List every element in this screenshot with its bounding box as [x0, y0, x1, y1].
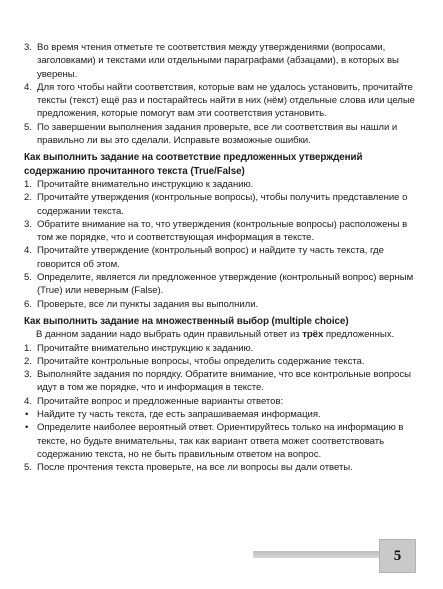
list-item	[24, 218, 422, 245]
bullet-icon: •	[25, 422, 29, 434]
list-number: 3.	[24, 369, 32, 381]
list-number: 3.	[24, 42, 32, 53]
list-item	[24, 121, 422, 148]
list-number: 1.	[24, 342, 32, 354]
list-item-text: Обратите внимание на то, что утверждения (контрольные вопросы) расположены в том же порядке, что и соответствующая информация в тексте.	[37, 218, 408, 244]
true-false-heading: Как выполнить задание на соответствие предложенных утверждений содержанию прочитанного текста (True/False)	[24, 152, 363, 177]
list-item-text: Прочитайте внимательно инструкцию к заданию.	[37, 178, 254, 190]
list-item-text: Прочитайте утверждение (контрольный вопрос) и найдите ту часть текста, где говорится об этом.	[37, 245, 384, 270]
list-item-text: Прочитайте вопрос и предложенные варианты ответов:	[37, 395, 284, 407]
true-false-steps-list	[24, 178, 422, 311]
list-item-text: Определите, является ли предложенное утверждение (контрольный вопрос) верным (True) или неверным (False).	[37, 272, 414, 297]
list-number: 1.	[24, 178, 32, 190]
bullet-icon: •	[25, 409, 29, 421]
intro-text-end: предложенных.	[323, 329, 395, 341]
multiple-choice-final-step	[24, 461, 422, 474]
list-item-text: Прочитайте утверждения (контрольные вопросы), чтобы получить представление о содержании текста.	[37, 192, 408, 217]
list-item	[24, 271, 422, 298]
bullet-item	[24, 421, 422, 461]
list-item-text: Выполняйте задания по порядку. Обратите внимание, что все контрольные вопросы идут в том же порядке, что и информация в тексте.	[37, 369, 411, 394]
matching-steps-list	[24, 41, 422, 147]
list-item	[24, 355, 422, 368]
multiple-choice-intro	[24, 328, 422, 341]
multiple-choice-steps-list	[24, 342, 422, 408]
list-item	[24, 461, 422, 474]
multiple-choice-heading: Как выполнить задание на множественный выбор (multiple choice)	[24, 315, 349, 327]
page-content	[24, 41, 422, 475]
intro-text: В данном задании надо выбрать один правильный ответ из	[36, 329, 303, 341]
list-item-text: Прочитайте контрольные вопросы, чтобы определить содержание текста.	[37, 355, 365, 367]
list-item-text: Проверьте, все ли пункты задания вы выполнили.	[37, 298, 259, 310]
bullet-text: Определите наиболее вероятный ответ. Ориентируйтесь только на информацию в тексте, но будьте внимательны, так как вариант ответа может соответствовать содержанию текста, но не быть правильным ответом на вопрос.	[37, 422, 404, 460]
list-number: 4.	[24, 81, 32, 93]
bullet-text: Найдите ту часть текста, где есть запрашиваемая информация.	[37, 409, 321, 421]
page-number: 5	[393, 548, 402, 564]
list-item	[24, 395, 422, 408]
list-number: 4.	[24, 245, 32, 257]
bullet-item	[24, 408, 422, 421]
list-item-text: После прочтения текста проверьте, на все ли вопросы вы дали ответы.	[37, 462, 353, 474]
list-item	[24, 298, 422, 311]
list-number: 2.	[24, 355, 32, 367]
list-number: 2.	[24, 192, 32, 204]
list-item	[24, 244, 422, 271]
list-item-text: Для того чтобы найти соответствия, которые вам не удалось установить, прочитайте тексты (текст) ещё раз и постарайтесь найти в них (нём) отдельные слова или целые предложения, которые помогут вам эти соответствия установить.	[37, 81, 415, 120]
list-item-text: По завершении выполнения задания проверьте, все ли соответствия вы нашли и правильно ли вы это сделали. Исправьте возможные ошибки.	[37, 121, 398, 147]
list-item	[24, 178, 422, 191]
list-number: 5.	[24, 462, 32, 474]
list-number: 4.	[24, 395, 32, 407]
list-number: 6.	[24, 298, 32, 310]
footer-decorative-bar	[253, 551, 389, 558]
intro-emphasis: трёх	[302, 329, 324, 341]
page-number-box	[379, 539, 416, 573]
list-item	[24, 368, 422, 395]
answer-tips-list	[24, 408, 422, 461]
list-number: 5.	[24, 121, 32, 133]
list-item	[24, 191, 422, 218]
list-number: 3.	[24, 218, 32, 230]
list-item-text: Прочитайте внимательно инструкцию к заданию.	[37, 342, 254, 354]
list-item	[24, 41, 422, 81]
list-number: 5.	[24, 272, 32, 284]
list-item	[24, 81, 422, 121]
list-item	[24, 342, 422, 355]
list-item-text: Во время чтения отметьте те соответствия между утверждениями (вопросами, заголовками) и текстами или отдельными параграфами (абзацами), в которых вы уверены.	[37, 42, 399, 80]
